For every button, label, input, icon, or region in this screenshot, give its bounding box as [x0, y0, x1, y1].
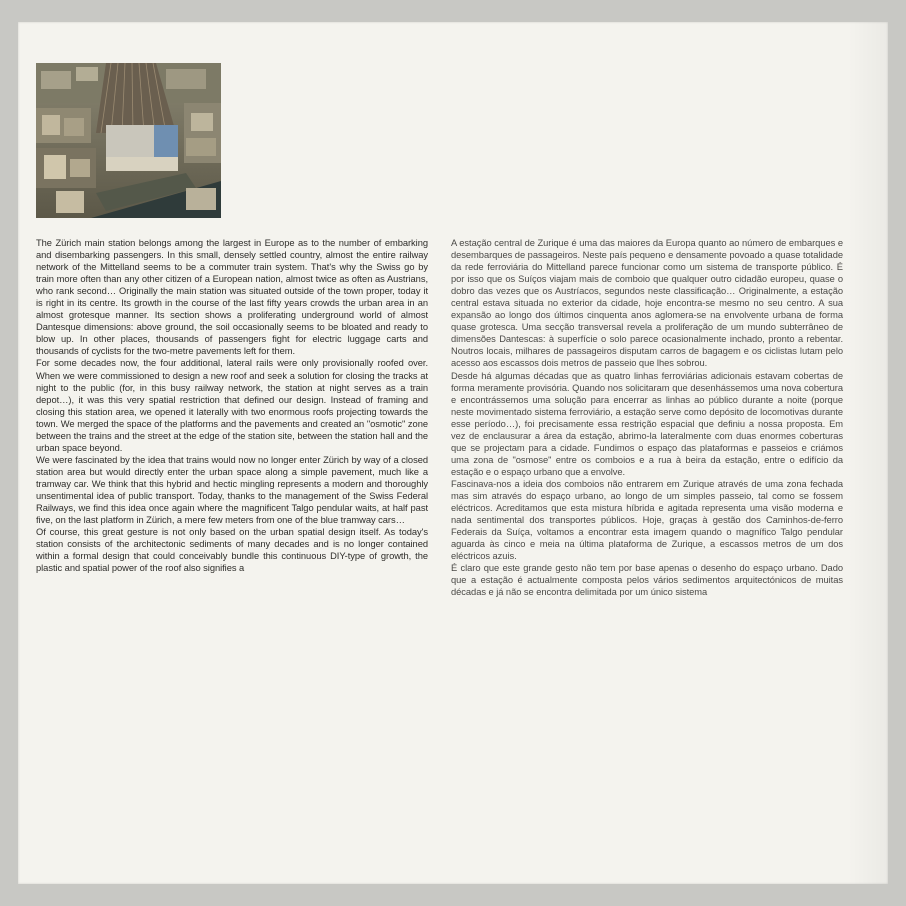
portuguese-paragraph-2: Desde há algumas décadas que as quatro linhas ferroviárias adicionais estavam cobertas de forma meramente provisória. Quando nos solicitaram que desenhássemos uma nova cobertura e encontrássemos uma solução para encerrar as linhas ao público durante a noite (porque neste movimentado sistema ferroviário, a estação serve como depósito de locomotivas durante esse período…), foi precisamente essa restrição espacial que definiu a nossa proposta. Em vez de enclausurar a área da estação, abrimo-la lateralmente com duas enormes coberturas que se projectam para a cidade. Fundimos o espaço das plataformas e passeios e criámos uma zona de "osmose" entre os comboios e a rua à beira da estação, entre o edifício da estação e o espaço urbano que a envolve. — [451, 370, 843, 477]
portuguese-paragraph-4: É claro que este grande gesto não tem por base apenas o desenho do espaço urbano. Dado que a estação é actualmente composta pelos vários sedimentos arquitectónicos de muitas décadas e já não se encontra delimitada por um único sistema — [451, 563, 843, 598]
aerial-photo — [36, 63, 221, 218]
page-shade — [848, 22, 888, 884]
book-page — [18, 22, 888, 884]
portuguese-text-column — [451, 237, 843, 598]
english-paragraph-3: We were fascinated by the idea that trains would now no longer enter Zürich by way of a closed station area but would directly enter the urban space along a simple pavement, much like a tramway car. We think that this hybrid and hectic mingling represents a modern and thoroughly unsentimental idea of public transport. Today, thanks to the management of the Swiss Federal Railways, we find this idea once again where the magnificent Talgo pendular waits, at half past five, on the last platform in Zürich, a mere few meters from one of the blue tramway cars… — [36, 454, 428, 526]
english-paragraph-1: The Zürich main station belongs among the largest in Europe as to the number of embarking and disembarking passengers. In this small, densely settled country, almost the entire railway network of the Mittelland seems to be a commuter train system. That's why the Swiss go by train more often than any other citizen of a European nation, almost twice as often as Austrians, who rank second… Originally the main station was situated outside of the town proper, today it is right in its centre. Its growth in the course of the last fifty years crowds the urban area in an almost grotesque manner. Its section shows a proliferating underground world of almost Dantesque dimensions: above ground, the soil occasionally seems to be bloated and ready to blow up. In other places, thousands of passengers fight for electric luggage carts and thousands of cyclists for the two-metre pavements left for them. — [36, 238, 428, 357]
english-paragraph-2: For some decades now, the four additional, lateral rails were only provisionally roofed over. When we were commissioned to design a new roof and seek a solution for closing the tracks at night to the public (for, in this busy railway network, the station at night serves as a train depot…), it was this very spatial restriction that defined our design. Instead of framing and closing this station area, we opened it laterally with two enormous roofs projecting towards the town. We merged the space of the platforms and the pavements and created an "osmotic" zone between the trains and the street at the edge of the station site, between the station hall and the urban space beyond. — [36, 358, 428, 453]
portuguese-paragraph-1: A estação central de Zurique é uma das maiores da Europa quanto ao número de embarques e desembarques de passageiros. Neste país pequeno e densamente povoado a quase totalidade da rede ferroviária do Mittelland parece funcionar como um sistema de transporte público. É por isso que os Suíços viajam mais de comboio que qualquer outro cidadão europeu, quase o dobro das vezes que os Austríacos, segundos neste classificação… Originalmente, a estação central estava situada no exterior da cidade, hoje encontra-se mesmo no seu centro. A sua expansão ao longo dos últimos cinquenta anos aglomera-se na envolvente urbana de forma quase grotesca. Uma secção transversal revela a proliferação de um mundo subterrâneo de dimensões Dantescas: à superfície o solo parece ocasionalmente inchado, pronto a rebentar. Noutros locais, milhares de passageiros disputam carros de bagagem e os ciclistas lutam pelo acesso aos escassos dois metros de passeio que lhes sobrou. — [451, 238, 843, 369]
english-text-column — [36, 237, 428, 574]
aerial-photo-zurich-station-icon — [36, 63, 221, 218]
portuguese-paragraph-3: Fascinava-nos a ideia dos comboios não entrarem em Zurique através de uma zona fechada mas sim através do espaço urbano, ao longo de um simples passeio, tal como se fossem eléctricos. Acreditamos que esta mistura híbrida e agitada representa uma visão moderna e nada sentimental dos transportes públicos. Hoje, graças à gestão dos Caminhos-de-ferro Federais da Suíça, voltamos a encontrar esta imagem quando o magnífico Talgo pendular aguarda às cinco e meia na última plataforma de Zurique, a escassos metros de um dos eléctricos azuis. — [451, 478, 843, 562]
english-paragraph-4: Of course, this great gesture is not only based on the urban spatial design itself. As today's station consists of the architectonic sediments of many decades and is no longer contained within a formal design that could conceivably bundle this continuous DIY-type of growth, the plastic and spatial power of the roof also signifies a — [36, 527, 428, 574]
